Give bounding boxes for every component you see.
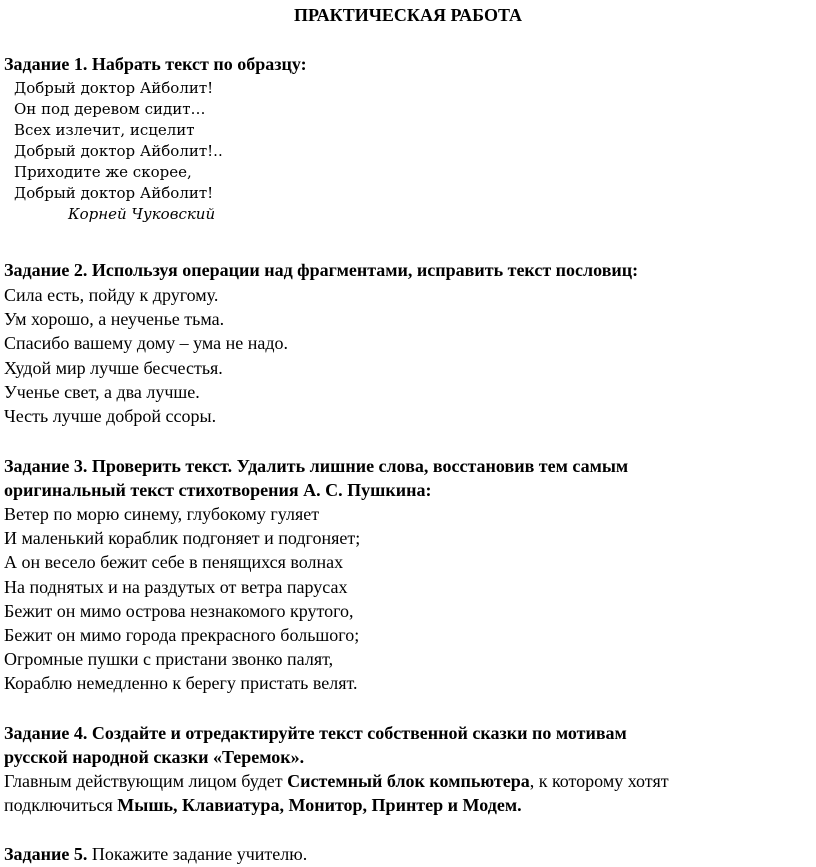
sample-line: Всех излечит, исцелит bbox=[14, 121, 195, 139]
proverb-line: Спасибо вашему дому – ума не надо. bbox=[4, 333, 289, 354]
sample-line: Добрый доктор Айболит! bbox=[14, 184, 214, 202]
task5-line bbox=[4, 842, 307, 866]
sample-line: Приходите же скорее, bbox=[14, 163, 192, 181]
task3-poem bbox=[4, 502, 360, 696]
poem-line: Бежит он мимо города прекрасного большого; bbox=[4, 625, 360, 646]
poem-line: А он весело бежит себе в пенящихся волнах bbox=[4, 552, 344, 573]
proverb-line: Ученье свет, а два лучше. bbox=[4, 381, 200, 402]
task5-text: Покажите задание учителю. bbox=[87, 844, 308, 864]
sample-author: Корней Чуковский bbox=[68, 205, 216, 223]
task4-body-line1 bbox=[4, 769, 669, 793]
sample-line: Добрый доктор Айболит!.. bbox=[14, 142, 223, 160]
poem-line: Огромные пушки с пристани звонко палят, bbox=[4, 649, 334, 670]
poem-line: Бежит он мимо острова незнакомого крутого, bbox=[4, 600, 354, 621]
task2-proverbs bbox=[4, 283, 288, 428]
poem-line: Кораблю немедленно к берегу пристать велят. bbox=[4, 673, 358, 694]
task4-text: подключиться bbox=[4, 795, 118, 815]
task4-heading-line2: русской народной сказки «Теремок». bbox=[4, 747, 305, 767]
task4-heading-line1: Задание 4. Создайте и отредактируйте текст собственной сказки по мотивам bbox=[4, 723, 627, 743]
poem-line: Ветер по морю синему, глубокому гуляет bbox=[4, 504, 320, 524]
task3-heading-line2: оригинальный текст стихотворения А. С. Пушкина: bbox=[4, 480, 432, 500]
task4-bold-text: Мышь, Клавиатура, Монитор, Принтер и Модем. bbox=[117, 795, 522, 815]
task4-bold-text: Системный блок компьютера bbox=[287, 771, 530, 791]
task4-text: Главным действующим лицом будет bbox=[4, 771, 288, 791]
sample-line: Добрый доктор Айболит! bbox=[14, 79, 214, 97]
poem-line: На поднятых и на раздутых от ветра парусах bbox=[4, 576, 348, 597]
task5-label: Задание 5. bbox=[4, 844, 88, 864]
document-title: ПРАКТИЧЕСКАЯ РАБОТА bbox=[293, 5, 523, 25]
task4-text: , к которому хотят bbox=[529, 771, 669, 791]
proverb-line: Честь лучше доброй ссоры. bbox=[4, 406, 217, 427]
proverb-line: Ум хорошо, а неученье тьма. bbox=[4, 309, 225, 330]
task4-body-line2 bbox=[4, 793, 522, 817]
sample-line: Он под деревом сидит… bbox=[14, 100, 206, 118]
task1-heading: Задание 1. Набрать текст по образцу: bbox=[4, 54, 307, 74]
sample-poem-image bbox=[14, 78, 223, 225]
task2-heading: Задание 2. Используя операции над фрагментами, исправить текст пословиц: bbox=[4, 260, 639, 280]
proverb-line: Сила есть, пойду к другому. bbox=[4, 285, 219, 305]
proverb-line: Худой мир лучше бесчестья. bbox=[4, 357, 223, 378]
poem-line: И маленький кораблик подгоняет и подгоняет; bbox=[4, 528, 361, 549]
task3-heading-line1: Задание 3. Проверить текст. Удалить лишние слова, восстановив тем самым bbox=[4, 456, 629, 476]
